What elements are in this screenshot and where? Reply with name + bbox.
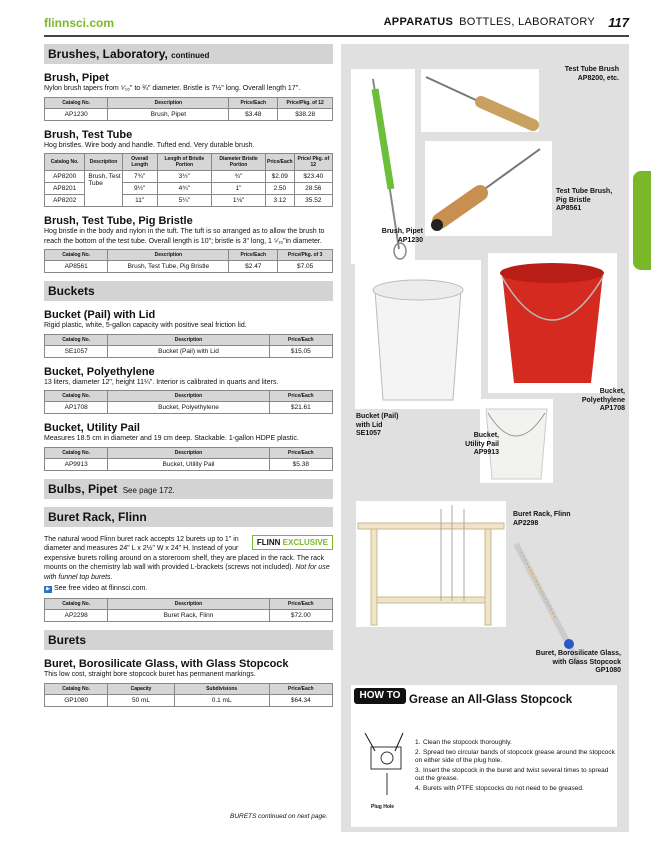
product-listing (44, 44, 333, 715)
howto-box (351, 685, 617, 827)
header-category: APPARATUS BOTTLES, LABORATORY (383, 16, 595, 28)
flinn-exclusive-badge: FLINN EXCLUSIVE (252, 535, 333, 550)
price-table: Catalog No. Description Overall Length Length of Bristle Portion Diameter Bristle Portion Price/Each Price/ Pkg. of 12 AP8200 Brush, Test Tube 7¾" 3½" ¾" $2.09 $23.40 AP8201 9½" 4¾" 1" 2.50 28.56 AP8202 11" 5¼" 1⅛" 3.12 35.52 (44, 153, 333, 207)
price-table: Catalog No. Description Price/Each AP9913 Bucket, Utility Pail $5.38 (44, 447, 333, 471)
header-rule (44, 35, 629, 37)
section-tab (633, 171, 651, 270)
product-title: Brush, Pipet (44, 72, 109, 84)
stopcock-diagram (357, 733, 413, 803)
price-table: Catalog No. Description Price/Each SE1057 Bucket (Pail) with Lid $15.05 (44, 334, 333, 358)
photo-panel (341, 44, 629, 832)
plug-hole-label: Plug Hole (371, 804, 395, 810)
play-icon: ▶ (44, 586, 52, 593)
table-row: AP8561 Brush, Test Tube, Pig Bristle $2.47 $7.05 (45, 261, 333, 273)
howto-steps (415, 739, 615, 795)
price-table: Catalog No. Description Price/Each Price/Pkg. of 3 AP8561 Brush, Test Tube, Pig Bristle $2.47 $7.05 (44, 249, 333, 273)
price-table: Catalog No. Description Price/Each Price/Pkg. of 12 AP1230 Brush, Pipet $3.48 $38.28 (44, 97, 333, 121)
section-burets: Burets (44, 630, 333, 650)
product-desc: 13 liters, diameter 12", height 11¼". Interior is calibrated in quarts and liters. (44, 378, 279, 386)
table-row: AP8201 9½" 4¾" 1" 2.50 28.56 (45, 183, 333, 195)
page-header (44, 16, 629, 34)
continued-note: BURETS continued on next page. (230, 813, 328, 820)
product-desc: Nylon brush tapers from ⁵⁄₁₆" to ¾" diameter. Bristle is 7½" long. Overall length 17". (44, 85, 301, 92)
caption-pig-bristle: Test Tube Brush, Pig Bristle AP8561 (556, 188, 613, 212)
product-desc: Measures 18.5 cm in diameter and 19 cm deep. Stackable. 1-gallon HDPE plastic. (44, 435, 299, 442)
howto-badge: HOW TO (354, 688, 406, 704)
product-title: Bucket, Polyethylene (44, 365, 155, 378)
product-desc: This low cost, straight bore stopcock buret has permanent markings. (44, 671, 256, 678)
price-table: Catalog No. Description Price/Each AP1708 Bucket, Polyethylene $21.61 (44, 390, 333, 414)
product-desc: Rigid plastic, white, 5-gallon capacity with positive seal friction lid. (44, 322, 247, 329)
price-table: Catalog No. Description Price/Each AP2298 Buret Rack, Flinn $72.00 (44, 598, 333, 622)
polyethylene-bucket-photo (488, 253, 617, 393)
table-row: AP8202 11" 5¼" 1⅛" 3.12 35.52 (45, 195, 333, 207)
list-item: 2. Spread two circular bands of stopcock grease around the stopcock on either side of the plug hole. (415, 749, 615, 764)
product-desc: FLINN EXCLUSIVE The natural wood Flinn buret rack accepts 12 burets up to 1" in diameter and measures 24" L x 2½" W x 24" H. Instead of your expensive burets rolling around on a storeroom shelf, they are placed in the rack. The rack mounts on the chemistry lab wall with provided L-brackets (screws not included). Not for use with funnel top burets. (44, 535, 333, 583)
table-row: SE1057 Bucket (Pail) with Lid $15.05 (45, 345, 333, 357)
product-title: Bucket, Utility Pail (44, 422, 140, 434)
list-item: 3. Insert the stopcock in the buret and twist several times to spread out the grease. (415, 767, 609, 782)
section-buret-rack: Buret Rack, Flinn (44, 507, 333, 527)
table-row: AP1230 Brush, Pipet $3.48 $38.28 (45, 108, 333, 120)
table-row: AP1708 Bucket, Polyethylene $21.61 (45, 402, 333, 414)
product-title: Brush, Test Tube (44, 128, 133, 141)
caption-buret-rack: Buret Rack, Flinn AP2298 (513, 511, 571, 527)
section-brushes: Brushes, Laboratory, continued (44, 44, 333, 64)
page-number: 117 (608, 15, 629, 30)
table-row: AP2298 Buret Rack, Flinn $72.00 (45, 610, 333, 622)
list-item: 1. Clean the stopcock thoroughly. (415, 739, 512, 746)
site-url[interactable]: flinnsci.com (44, 16, 115, 30)
caption-pipet: Brush, Pipet AP1230 (381, 228, 423, 244)
section-bulbs: Bulbs, Pipet See page 172. (44, 479, 333, 499)
buret-rack-photo (356, 501, 506, 627)
table-row: AP8200 Brush, Test Tube 7¾" 3½" ¾" $2.09 $23.40 (45, 171, 333, 183)
list-item: 4. Burets with PTFE stopcocks do not need to be greased. (415, 785, 584, 792)
product-desc: Hog bristle in the body and nylon in the tuft. The tuft is so arranged as to allow the brush to reach the bottom of the test tube. Overall length is 10"; bristle is 3" long, 1 ⁵⁄₁₆"in diameter. (44, 228, 325, 245)
product-desc: Hog bristles. Wire body and handle. Tufted end. Very durable brush. (44, 141, 255, 149)
price-table: Catalog No. Capacity Subdivisions Price/Each GP1080 50 mL 0.1 mL $64.34 (44, 683, 333, 707)
video-link[interactable]: ▶ See free video at flinnsci.com. (44, 585, 333, 593)
caption-pail: Bucket (Pail) with Lid SE1057 (356, 413, 399, 437)
product-title: Brush, Test Tube, Pig Bristle (44, 215, 193, 227)
product-title: Buret, Borosilicate Glass, with Glass Stopcock (44, 658, 289, 670)
pig-bristle-brush-photo (425, 141, 552, 236)
table-row: GP1080 50 mL 0.1 mL $64.34 (45, 694, 333, 706)
caption-test-tube-brush: Test Tube Brush AP8200, etc. (564, 66, 619, 82)
product-title: Bucket (Pail) with Lid (44, 309, 156, 321)
caption-buret: Buret, Borosilicate Glass, with Glass Stopcock GP1080 (535, 650, 621, 674)
section-buckets: Buckets (44, 281, 333, 301)
table-row: AP9913 Bucket, Utility Pail $5.38 (45, 458, 333, 470)
pail-photo (355, 260, 481, 409)
caption-polyethylene: Bucket, Polyethylene AP1708 (581, 388, 625, 412)
caption-utility-pail: Bucket, Utility Pail AP9913 (465, 432, 499, 456)
howto-title: Grease an All-Glass Stopcock (409, 694, 573, 706)
